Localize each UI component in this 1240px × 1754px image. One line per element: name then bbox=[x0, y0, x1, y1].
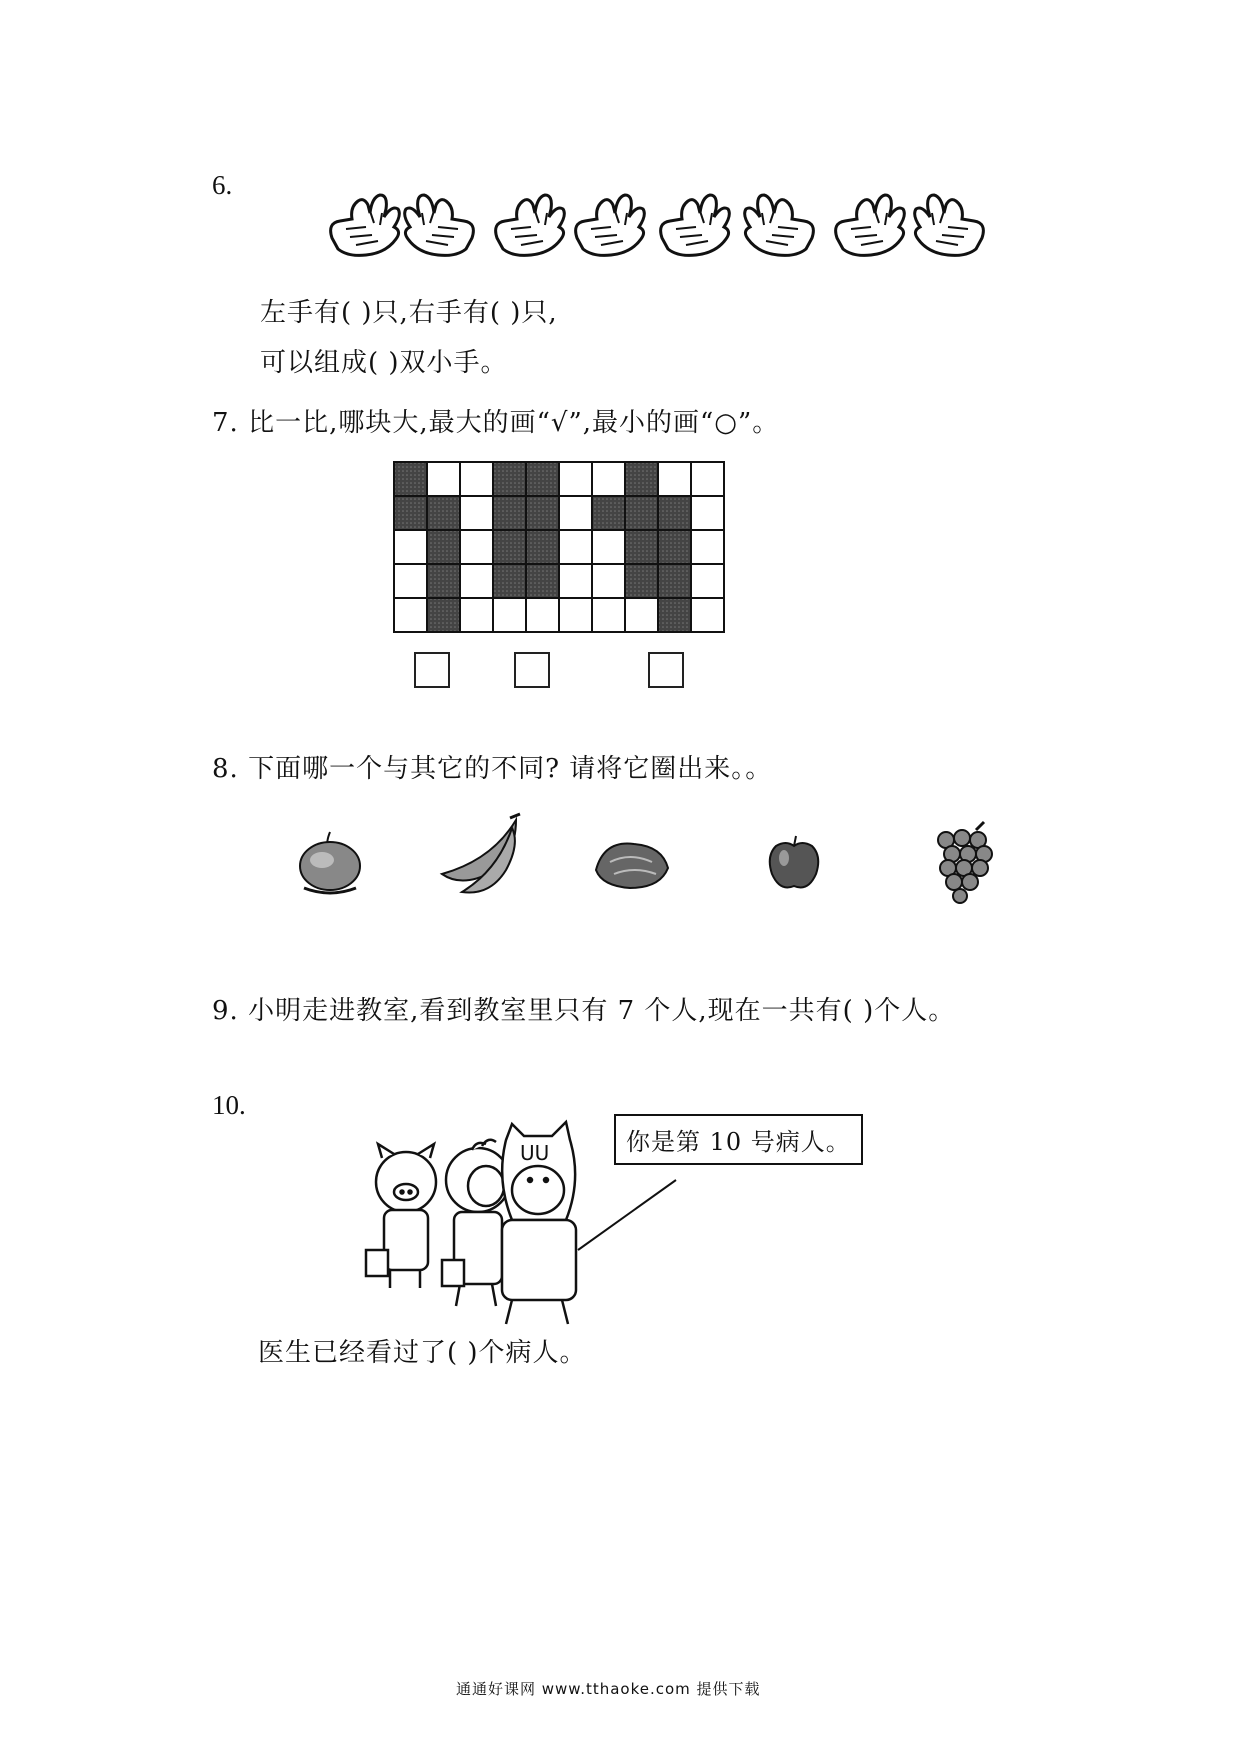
hands-row bbox=[322, 178, 1002, 268]
q9-text: 9. 小明走进教室,看到教室里只有 7 个人,现在一共有( )个人。 bbox=[212, 996, 956, 1026]
cabbage-icon[interactable] bbox=[590, 832, 674, 898]
banana-icon[interactable] bbox=[432, 810, 524, 902]
svg-text:UU: UU bbox=[520, 1141, 550, 1165]
hand-icon-1 bbox=[331, 195, 400, 255]
apple-icon[interactable] bbox=[762, 832, 826, 896]
q6-line1: 左手有( )只,右手有( )只, bbox=[260, 298, 558, 328]
hand-icon-2 bbox=[405, 195, 474, 255]
hand-icon-8 bbox=[915, 195, 984, 255]
hand-icon-5 bbox=[661, 195, 730, 255]
q10-number: 10. bbox=[212, 1090, 246, 1120]
q7-text: 7. 比一比,哪块大,最大的画“√”,最小的画“○”。 bbox=[212, 408, 780, 438]
q8-text: 8. 下面哪一个与其它的不同? 请将它圈出来。。 bbox=[212, 754, 773, 784]
grid-figure bbox=[394, 462, 734, 640]
q7-answer-box-2[interactable] bbox=[514, 652, 550, 688]
footer-text: 通通好课网 www.tthaoke.com 提供下载 bbox=[456, 1680, 761, 1698]
grapes-icon[interactable] bbox=[928, 818, 1000, 908]
pig-icon bbox=[366, 1144, 436, 1288]
q7-answer-box-3[interactable] bbox=[648, 652, 684, 688]
hand-icon-7 bbox=[836, 195, 905, 255]
hand-icon-4 bbox=[576, 195, 645, 255]
monkey-icon bbox=[442, 1140, 510, 1306]
q10-answer-line: 医生已经看过了( )个病人。 bbox=[258, 1338, 587, 1368]
shape3-cell bbox=[592, 496, 625, 530]
speech-bubble bbox=[614, 1114, 863, 1165]
speech-text: 你是第 10 号病人。 bbox=[626, 1128, 851, 1156]
hand-icon-6 bbox=[745, 195, 814, 255]
cow-icon bbox=[502, 1122, 576, 1324]
q6-line2: 可以组成( )双小手。 bbox=[260, 348, 508, 378]
q6-number: 6. bbox=[212, 170, 233, 200]
hand-icon-3 bbox=[496, 195, 565, 255]
onion-icon[interactable] bbox=[290, 826, 370, 902]
q7-answer-box-1[interactable] bbox=[414, 652, 450, 688]
